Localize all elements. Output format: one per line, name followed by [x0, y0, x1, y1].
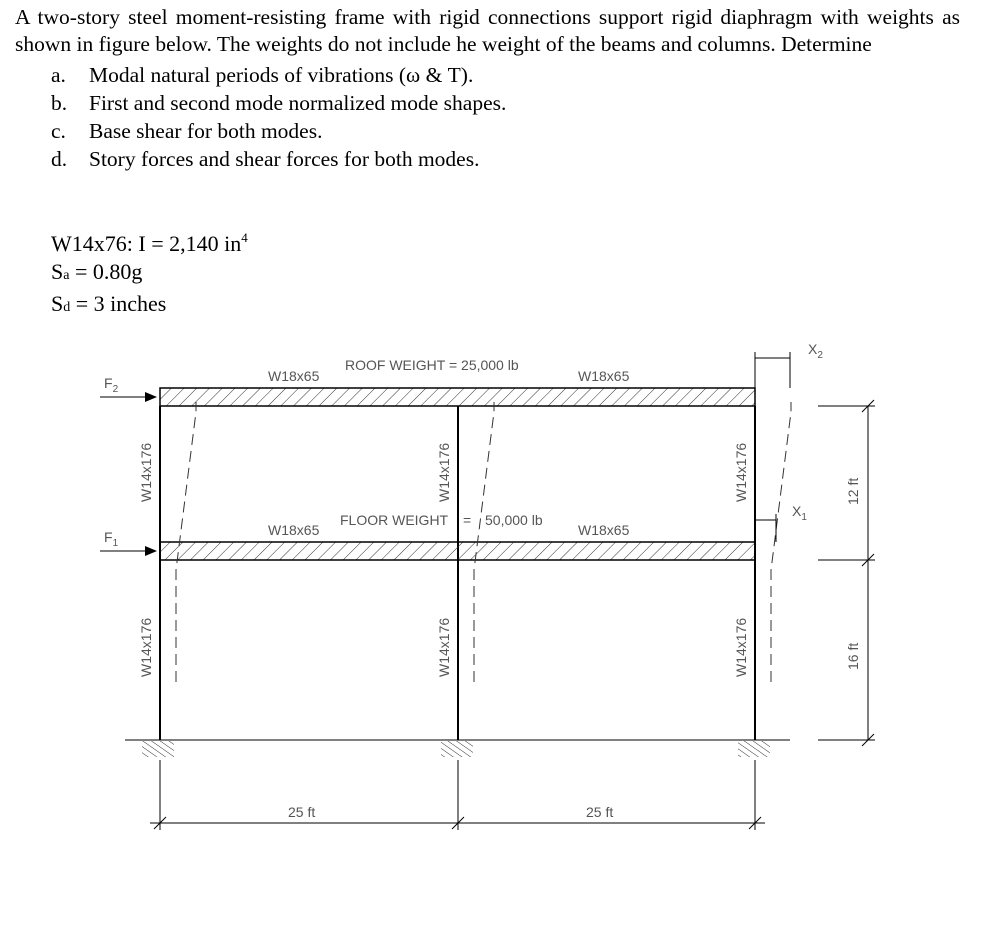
task-list — [15, 61, 960, 173]
floor-weight-equals: = — [463, 512, 472, 528]
column-label: W14x176 — [436, 442, 452, 502]
roof-weight-label: ROOF WEIGHT = 25,000 lb — [345, 357, 519, 373]
force-label-floor: $F_1$ — [104, 529, 119, 549]
task-item: b. First and second mode normalized mode shapes. — [51, 91, 507, 115]
force-label-roof: $F_2$ — [104, 375, 119, 395]
beam-label: W18x65 — [578, 522, 630, 538]
spectral-displacement: Sd = 3 inches — [51, 291, 167, 316]
beam-label: W18x65 — [268, 368, 320, 384]
problem-intro: A two-story steel moment-resisting frame with rigid connections support rigid diaphragm with weights as shown in figure below. The weights do not include he weight of the beams and columns. Determine — [15, 5, 960, 56]
disp-label-floor: $X_1$ — [792, 503, 807, 523]
story-height-upper: 12 ft — [845, 477, 861, 505]
floor-diaphragm — [160, 542, 755, 560]
given-properties — [51, 224, 248, 322]
bay-width-left: 25 ft — [288, 804, 316, 820]
fixed-support — [142, 741, 174, 757]
roof-diaphragm — [160, 388, 755, 406]
problem-statement — [15, 4, 960, 173]
spectral-acceleration: Sa = 0.80g — [51, 259, 143, 284]
floor-weight-label: FLOOR WEIGHT — [340, 512, 449, 528]
column-label: W14x176 — [138, 442, 154, 502]
deflected-shape-right — [771, 402, 791, 682]
frame-diagram — [0, 330, 1000, 850]
floor-weight-value: 50,000 lb — [485, 512, 543, 528]
column-label: W14x176 — [733, 617, 749, 677]
task-item: a. Modal natural periods of vibrations (ω & T). — [51, 63, 474, 87]
beam-label: W18x65 — [268, 522, 320, 538]
column-label: W14x176 — [436, 617, 452, 677]
task-item: d. Story forces and shear forces for both modes. — [51, 147, 480, 171]
fixed-support — [441, 741, 473, 757]
story-height-lower: 16 ft — [845, 642, 861, 670]
column-label: W14x176 — [733, 442, 749, 502]
fixed-support — [738, 741, 770, 757]
column-label: W14x176 — [138, 617, 154, 677]
task-item: c. Base shear for both modes. — [51, 119, 323, 143]
section-property: W14x76: I = 2,140 $in^4$ — [51, 230, 248, 256]
disp-label-roof: $X_2$ — [808, 341, 823, 361]
beam-label: W18x65 — [578, 368, 630, 384]
bay-width-right: 25 ft — [586, 804, 614, 820]
